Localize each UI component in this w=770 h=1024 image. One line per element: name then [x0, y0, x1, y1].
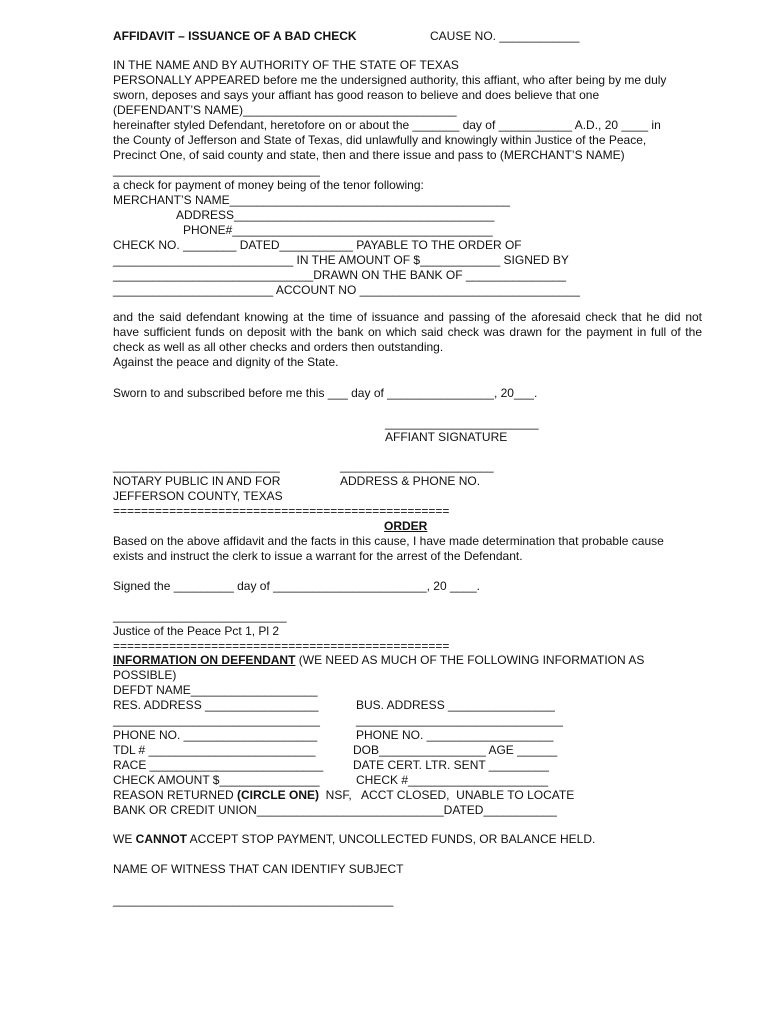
defendant-name-field: DEFDT NAME___________________: [113, 683, 318, 697]
sworn-line: Sworn to and subscribed before me this ___ day of ________________, 20___.: [113, 386, 538, 400]
witness-label: NAME OF WITNESS THAT CAN IDENTIFY SUBJECT: [113, 862, 404, 876]
address-blank-left: _______________________________: [113, 713, 320, 727]
merchant-name-blank: _______________________________: [113, 163, 320, 177]
phone-field-left: PHONE NO. ____________________: [113, 728, 318, 742]
signed-date-line: Signed the _________ day of _______________________, 20 ____.: [113, 579, 481, 593]
affiant-signature-line: _______________________: [385, 416, 539, 430]
stop-payment-notice: [113, 832, 595, 847]
defendant-info-title: INFORMATION ON DEFENDANT: [113, 653, 296, 667]
affidavit-text-line: Precinct One, of said county and state, then and there issue and pass to (MERCHANT’S NAME): [113, 148, 625, 162]
document-title: AFFIDAVIT – ISSUANCE OF A BAD CHECK: [113, 29, 357, 43]
merchant-address-field: ADDRESS_______________________________________: [176, 208, 495, 222]
phone-field-right: PHONE NO. ___________________: [356, 728, 554, 742]
dob-age-field: DOB________________ AGE ______: [353, 743, 558, 757]
check-number-field: CHECK #_____________________: [356, 773, 549, 787]
merchant-phone-field: PHONE#_______________________________________: [183, 223, 493, 237]
amount-line: ___________________________ IN THE AMOUNT OF $____________ SIGNED BY: [113, 253, 569, 267]
defendant-name-field: (DEFENDANT’S NAME)________________________________: [113, 103, 457, 117]
order-text-line: exists and instruct the clerk to issue a warrant for the arrest of the Defendant.: [113, 549, 523, 563]
notice-prefix: WE: [113, 832, 136, 846]
county-label: JEFFERSON COUNTY, TEXAS: [113, 489, 283, 503]
reason-label: REASON RETURNED: [113, 788, 238, 802]
witness-line: __________________________________________: [113, 893, 394, 907]
separator-rule: ================================================: [113, 639, 450, 653]
affidavit-text-line: the County of Jefferson and State of Texas, did unlawfully and knowingly within Justice of the Peace,: [113, 133, 647, 147]
check-amount-field: CHECK AMOUNT $_______________: [113, 773, 320, 787]
judge-label: Justice of the Peace Pct 1, Pl 2: [113, 624, 280, 638]
affidavit-text-line: sworn, deposes and says your affiant has good reason to believe and does believe that one: [113, 88, 600, 102]
notary-label: NOTARY PUBLIC IN AND FOR: [113, 474, 281, 488]
affiant-signature-label: AFFIANT SIGNATURE: [385, 430, 508, 444]
date-field-line: hereinafter styled Defendant, heretofore on or about the _______ day of ___________ A.D., 20 ____ in: [113, 118, 661, 132]
defendant-info-note-cont: POSSIBLE): [113, 668, 177, 682]
judge-signature-line: __________________________: [113, 609, 287, 623]
address-signature-line: _______________________: [340, 459, 494, 473]
residence-address-field: RES. ADDRESS _________________: [113, 698, 319, 712]
affidavit-text-line: PERSONALLY APPEARED before me the undersigned authority, this affiant, who after being by me duly: [113, 73, 667, 87]
account-number-line: ________________________ ACCOUNT NO _________________________________: [113, 283, 580, 297]
notary-signature-line: _________________________: [113, 459, 280, 473]
circle-one-label: (CIRCLE ONE): [237, 788, 320, 802]
business-address-field: BUS. ADDRESS ________________: [356, 698, 555, 712]
race-field: RACE __________________________: [113, 758, 324, 772]
bank-credit-union-field: BANK OR CREDIT UNION____________________________DATED___________: [113, 803, 557, 817]
order-text-line: Based on the above affidavit and the facts in this cause, I have made determination that probable cause: [113, 534, 664, 548]
notice-emphasis: CANNOT: [135, 832, 187, 846]
address-blank-right: _______________________________: [356, 713, 563, 727]
affidavit-text-line: a check for payment of money being of the tenor following:: [113, 178, 424, 192]
reason-options: NSF, ACCT CLOSED, UNABLE TO LOCATE: [319, 788, 575, 802]
defendant-info-note: (WE NEED AS MUCH OF THE FOLLOWING INFORMATION AS: [295, 653, 645, 667]
authority-line: IN THE NAME AND BY AUTHORITY OF THE STATE OF TEXAS: [113, 58, 459, 72]
bank-line: ______________________________DRAWN ON THE BANK OF _______________: [113, 268, 566, 282]
separator-rule: ================================================: [113, 504, 450, 518]
check-number-line: CHECK NO. ________ DATED___________ PAYABLE TO THE ORDER OF: [113, 238, 522, 252]
merchant-name-field: MERCHANT’S NAME__________________________________________: [113, 193, 510, 207]
closing-line: Against the peace and dignity of the State.: [113, 355, 339, 369]
reason-returned-line: [113, 788, 574, 803]
order-heading: ORDER: [384, 519, 428, 533]
address-phone-label: ADDRESS & PHONE NO.: [340, 474, 481, 488]
defendant-info-heading: [113, 653, 644, 668]
notice-rest: ACCEPT STOP PAYMENT, UNCOLLECTED FUNDS, OR BALANCE HELD.: [187, 832, 596, 846]
tdl-field: TDL # _________________________: [113, 743, 316, 757]
cert-letter-date-field: DATE CERT. LTR. SENT _________: [353, 758, 549, 772]
cause-number-field: CAUSE NO. ____________: [430, 29, 580, 43]
closing-paragraph: and the said defendant knowing at the time of issuance and passing of the aforesaid check that he did not have sufficient funds on deposit with the bank on which said check was drawn for the payment in full of the check as well as all other checks and orders then outstanding.: [113, 310, 702, 354]
